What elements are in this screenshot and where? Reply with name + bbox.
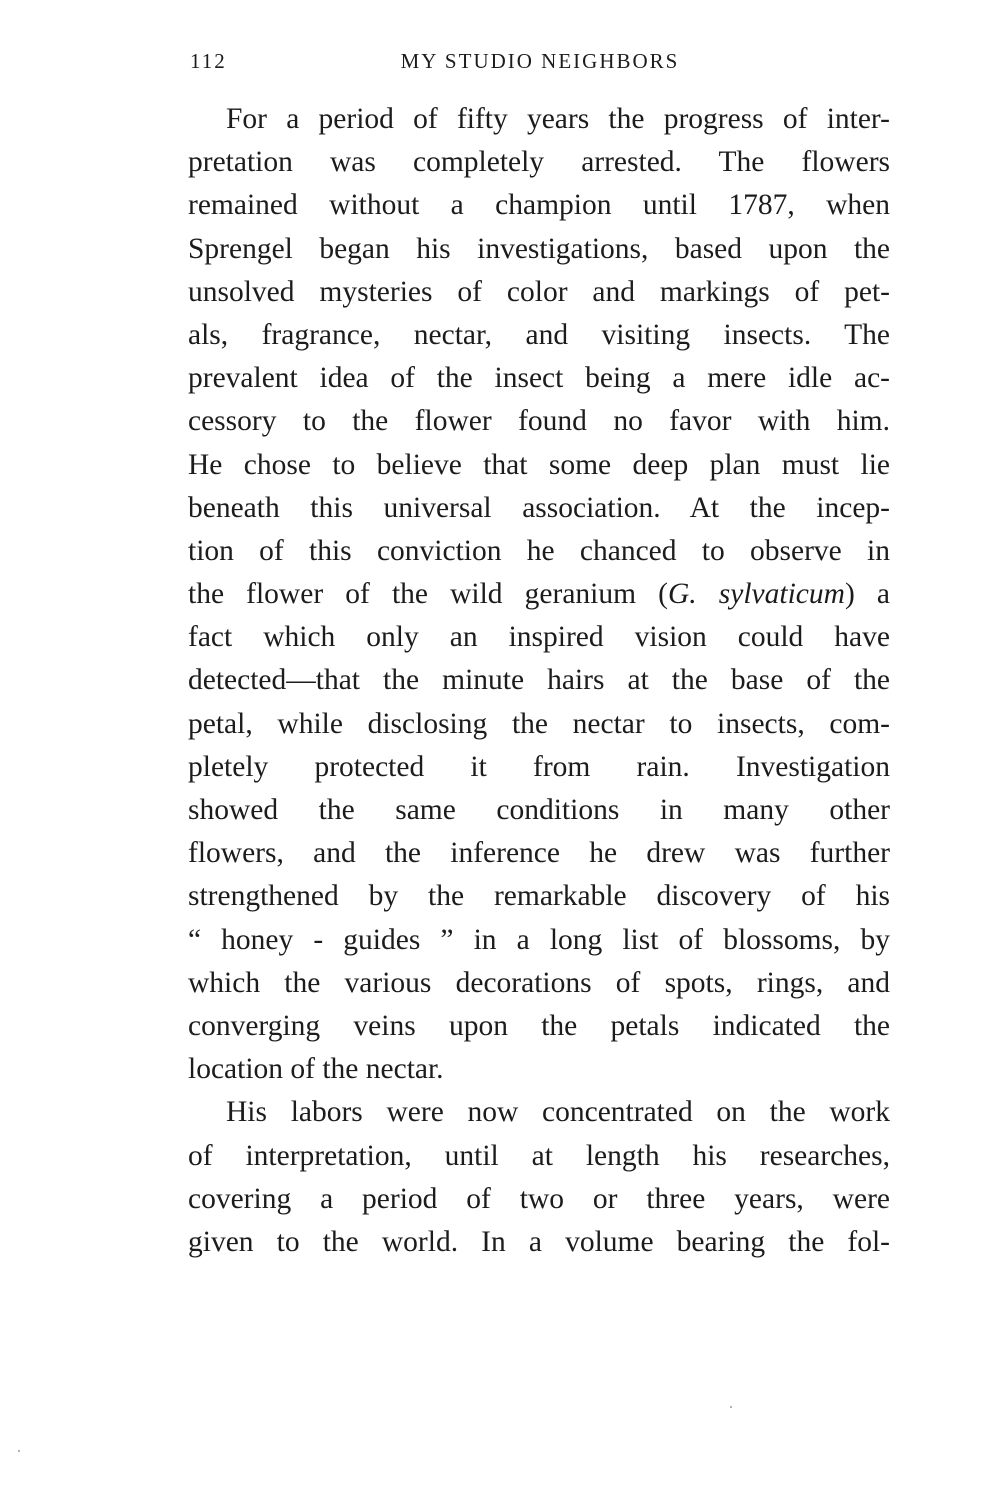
text-line: beneath this universal association. At the incep-: [188, 491, 890, 524]
running-title: MY STUDIO NEIGHBORS: [400, 49, 680, 73]
text-line: location of the nectar.: [188, 1053, 444, 1086]
text-line: prevalent idea of the insect being a mere idle ac-: [188, 362, 890, 395]
text-line: cessory to the flower found no favor with him.: [188, 405, 890, 438]
text-line: fact which only an inspired vision could have: [188, 621, 890, 654]
species-name-italic: G. sylvaticum: [668, 578, 845, 611]
paper-speck: [730, 1406, 732, 1408]
text-line: Sprengel began his investigations, based upon the: [188, 232, 890, 265]
text-line: He chose to believe that some deep plan must lie: [188, 448, 890, 481]
running-head: [190, 46, 890, 76]
text-run: the flower of the wild geranium (: [188, 578, 668, 611]
text-line: unsolved mysteries of color and markings of pet-: [188, 275, 890, 308]
text-line: “ honey - guides ” in a long list of blossoms, by: [188, 923, 890, 956]
text-line: For a period of fifty years the progress of inter-: [226, 103, 890, 135]
text-line: covering a period of two or three years, were: [188, 1182, 890, 1215]
text-line: strengthened by the remarkable discovery of his: [188, 880, 890, 913]
text-line: flowers, and the inference he drew was further: [188, 837, 890, 870]
text-line: His labors were now concentrated on the work: [226, 1096, 890, 1129]
text-line: petal, while disclosing the nectar to insects, com-: [188, 707, 890, 740]
text-line: pretation was completely arrested. The flowers: [188, 146, 890, 179]
page-number: 112: [190, 49, 227, 73]
text-line: pletely protected it from rain. Investigation: [188, 750, 890, 783]
body-text: [188, 98, 890, 1264]
text-line: given to the world. In a volume bearing the fol-: [188, 1225, 890, 1258]
text-line: als, fragrance, nectar, and visiting insects. The: [188, 318, 890, 351]
text-line: remained without a champion until 1787, when: [188, 189, 890, 222]
text-line: converging veins upon the petals indicated the: [188, 1009, 890, 1042]
text-line: of interpretation, until at length his researches,: [188, 1139, 890, 1172]
text-line-with-italic: [188, 573, 890, 616]
text-line: detected—that the minute hairs at the base of the: [188, 664, 890, 697]
text-line: showed the same conditions in many other: [188, 794, 890, 826]
text-line: tion of this conviction he chanced to observe in: [188, 534, 890, 567]
text-line: which the various decorations of spots, rings, and: [188, 966, 890, 999]
paper-speck: [18, 1450, 20, 1452]
text-run: ) a: [844, 578, 890, 611]
